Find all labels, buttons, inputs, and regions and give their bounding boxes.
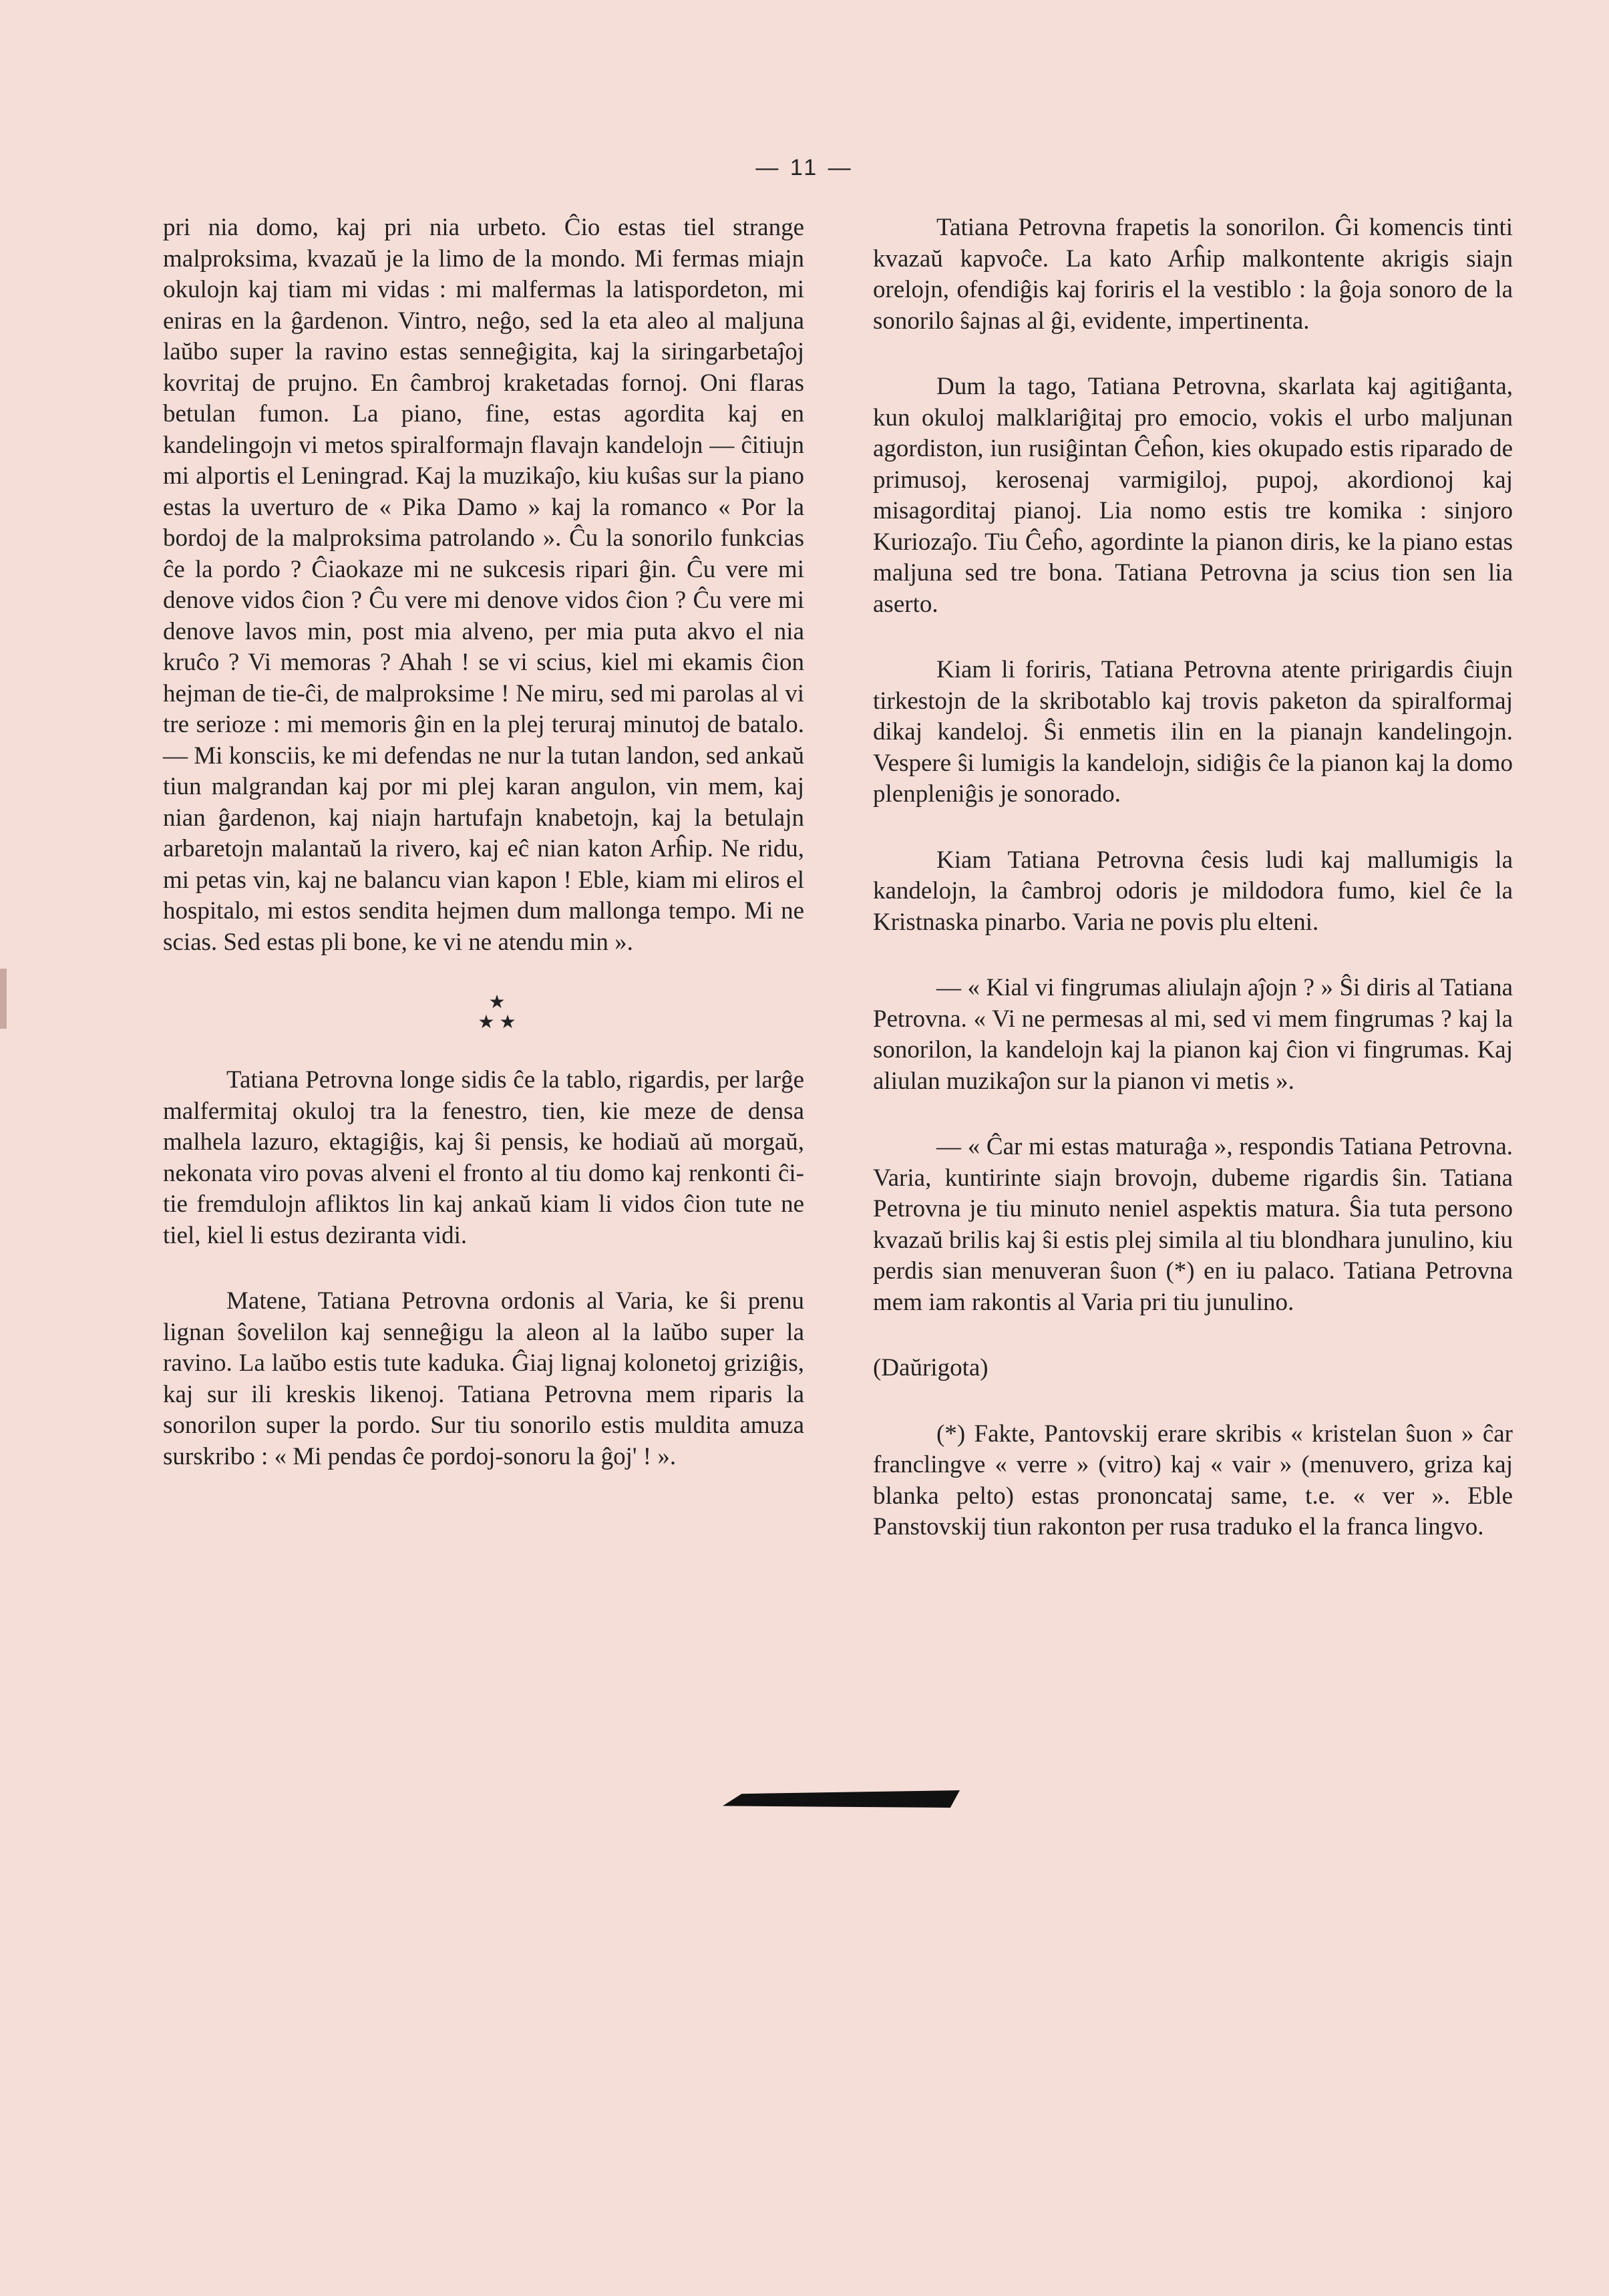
paragraph: pri nia domo, kaj pri nia urbeto. Ĉio estas tiel strange malproksima, kvazaŭ je la limo de la mondo. Mi fermas miajn okulojn kaj tiam mi vidas : mi malfermas la latispordeton, mi eniras en la ĝardenon. Vintro, neĝo, sed la eta aleo al maljuna laŭbo super la ravino estas senneĝigita, kaj la siringarbetaĵoj kovritaj de prujno. En ĉambroj kraketadas fornoj. Oni flaras betulan fumon. La piano, fine, estas agordita kaj en kandelingojn vi metos spiralformajn flavajn kandelojn — ĉitiujn mi alportis el Leningrad. Kaj la muzikaĵo, kiu kuŝas sur la piano estas la uverturo de « Pika Damo » kaj la romanco « Por la bordoj de la malproksima patrolando ». Ĉu la sonorilo funkcias ĉe la pordo ? Ĉiaokaze mi ne sukcesis ripari ĝin. Ĉu vere mi denove vidos ĉion ? Ĉu vere mi denove vidos ĉion ? Ĉu vere mi denove lavos min, post mia alveno, per mia puta akvo el nia kruĉo ? Vi memoras ? Ahah ! se vi scius, kiel mi ekamis ĉion hejman de tie-ĉi, de malproksime ! Ne miru, sed mi parolas al vi tre serioze : mi memoris ĝin en la plej teruraj minutoj de batalo. — Mi konsciis, ke mi defendas ne nur la tutan landon, sed ankaŭ tiun malgrandan kaj por mi plej karan angulon, vin mem, kaj nian ĝardenon, kaj niajn hartufajn knabetojn, kaj la betulajn arbaretojn malantaŭ la rivero, kaj eĉ nian katon Arĥip. Ne ridu, mi petas vin, kaj ne balancu vian kapon ! Eble, kiam mi eliros el hospitalo, mi estos sendita hejmen dum mallonga tempo. Mi ne scias. Sed estas pli bone, ke vi ne atendu min ». bbox=[163, 214, 804, 956]
paragraph: Dum la tago, Tatiana Petrovna, skarlata kaj agitiĝanta, kun okuloj malklariĝitaj pro emocio, vokis el urbo maljunan agordiston, iun rusiĝintan Ĉeĥon, kies okupado estis riparado de primusoj, kerosenaj varmigiloj, pupoj, akordionoj kaj misagorditaj pianoj. Lia nomo estis tre komika : sinjoro Kuriozaĵo. Tiu Ĉeĥo, agordinte la pianon diris, ke la piano estas maljuna sed tre bona. Tatiana Petrovna ja scius tion sen lia aserto. bbox=[873, 373, 1513, 618]
section-break-stars: ★ ★ ★ bbox=[478, 992, 516, 1033]
right-column bbox=[873, 212, 1513, 1578]
page-number: — 11 — bbox=[755, 155, 854, 180]
left-column bbox=[163, 212, 804, 1507]
paragraph: Tatiana Petrovna frapetis la sonorilon. Ĝi komencis tinti kvazaŭ kapvoĉe. La kato Arĥip malkontente akrigis siajn orelojn, ofendiĝis kaj foriris el la vestiblo : la ĝoja sonoro de la sonorilo ŝajnas al ĝi, evidente, impertinenta. bbox=[873, 214, 1513, 335]
to-be-continued: (Daŭrigota) bbox=[873, 1354, 989, 1381]
paragraph: — « Kial vi fingrumas aliulajn aĵojn ? » Ŝi diris al Tatiana Petrovna. « Vi ne permesas al mi, sed vi mem fingrumas ? kaj la sonorilon, la kandelojn kaj la pianon kaj ĉion vi fingrumas. Kaj aliulan muzikaĵon sur la pianon vi metis ». bbox=[873, 974, 1513, 1095]
end-rule bbox=[723, 1790, 960, 1808]
binding-mark bbox=[0, 969, 7, 1029]
paragraph: Kiam Tatiana Petrovna ĉesis ludi kaj mallumigis la kandelojn, la ĉambroj odoris je mildodora fumo, kiel ĉe la Kristnaska pinarbo. Varia ne povis plu elteni. bbox=[873, 846, 1513, 936]
paragraph: — « Ĉar mi estas maturaĝa », respondis Tatiana Petrovna. Varia, kuntirinte siajn brovojn, dubeme rigardis ŝin. Tatiana Petrovna je tiu minuto neniel aspektis matura. Ŝia tuta persono kvazaŭ brilis kaj ŝi estis plej simila al tiu blondhara junulino, kiu perdis sian menuveran ŝuon (*) en iu palaco. Tatiana Petrovna mem iam rakontis al Varia pri tiu junulino. bbox=[873, 1133, 1513, 1316]
footnote: (*) Fakte, Pantovskij erare skribis « kristelan ŝuon » ĉar franclingve « verre » (vitro) kaj « vair » (menuvero, griza kaj blanka pelto) estas prononcataj same, t.e. « ver ». Eble Panstovskij tiun rakonton per rusa traduko el la franca lingvo. bbox=[873, 1420, 1513, 1540]
paragraph: Matene, Tatiana Petrovna ordonis al Varia, ke ŝi prenu lignan ŝovelilon kaj senneĝigu la aleon al la laŭbo super la ravino. La laŭbo estis tute kaduka. Ĝiaj lignaj kolonetoj griziĝis, kaj sur ili kreskis likenoj. Tatiana Petrovna mem riparis la sonorilon super la pordo. Sur tiu sonorilo estis muldita amuza surskribo : « Mi pendas ĉe pordoj-sonoru la ĝoj' ! ». bbox=[163, 1287, 804, 1470]
paragraph: Tatiana Petrovna longe sidis ĉe la tablo, rigardis, per larĝe malfermitaj okuloj tra la fenestro, tien, kie meze de densa malhela lazuro, ektagiĝis, kaj ŝi pensis, ke hodiaŭ aŭ morgaŭ, nekonata viro povas alveni el fronto al tiu domo kaj renkonti ĉi-tie fremdulojn afliktos lin kaj ankaŭ kiam li vidos ĉion tute ne tiel, kiel li estus deziranta vidi. bbox=[163, 1066, 804, 1249]
paragraph: Kiam li foriris, Tatiana Petrovna atente pririgardis ĉiujn tirkestojn de la skribotablo kaj trovis paketon da spiralformaj dikaj kandeloj. Ŝi enmetis ilin en la pianajn kandelingojn. Vespere ŝi lumigis la kandelojn, sidiĝis ĉe la pianon kaj la domo plenpleniĝis je sonorado. bbox=[873, 656, 1513, 808]
